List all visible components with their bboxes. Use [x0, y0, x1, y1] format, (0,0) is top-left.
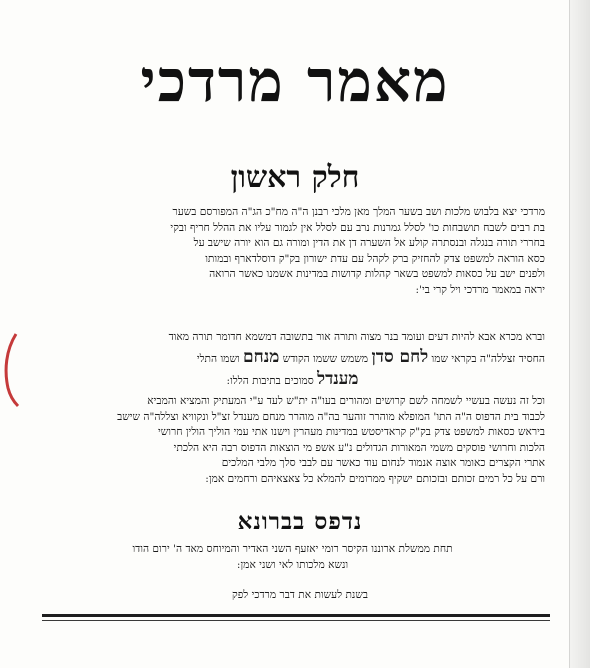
text-line: ולפנים ישב על כסאות למשפט בשאר קהלות קדושות במדינות אשמנו כאשר הרואה [209, 268, 545, 281]
author-name-part: מנחם [243, 346, 280, 367]
red-margin-mark [0, 330, 22, 410]
imprint-paragraph [40, 542, 545, 573]
text-fragment: סמוכים בתיבות הללו: [226, 374, 314, 387]
text-line: הלכות וחרושי פוסקים משמי המאורות הגדולים נ"ע אשפ מי הוצאות הדפוס רבה היא הלכתי [173, 441, 545, 454]
part-heading: חלק ראשון [230, 160, 360, 195]
author-name-line [40, 370, 545, 390]
text-fragment: החסיד זצללה"ה בקראי שמו [431, 352, 545, 365]
text-line: ונשא מלכותו לאי ושני אמן: [236, 558, 349, 571]
text-line: וברא מכרא אבא להיות דעים ועומד בנר מצוה ותורה אור בתשובה דמשמא חדומר תורה מאוד [168, 331, 545, 343]
author-name-line [40, 346, 545, 370]
author-paragraph [40, 330, 545, 390]
bottom-rule-thick [42, 614, 550, 617]
text-line: וכל זה נעשה בעשיי לשמחה לשם קרושים ומהורים בעו"ה ית"ש לעד ע"י המעתיק והמציא והמביא [147, 395, 545, 407]
text-fragment: משמש ששמו הקודש [282, 352, 369, 365]
text-line: אתרי הקצרים כאומר אוצה אנמוד לנחום עוד כאשר עם לבבי סלך מלבי המלכים [221, 457, 545, 470]
body-paragraph [40, 394, 545, 488]
text-line: מרדכי יצא בלבוש מלכות ושב בשער המלך מאן מלכי רבנן ה"ה מח"כ הג"ה המפורסם בשער [172, 206, 545, 218]
author-name-part: לחם סדן [371, 346, 429, 367]
printed-in-heading: נדפס בברונא [237, 508, 363, 535]
text-line: יראה במאמר מרדכי ויל קרי בי': [415, 283, 545, 296]
text-line: בחררי תורה בנגלה ובנסתרה קולע אל השערה דן את הדין ומורה גם הוא יורה שישב על [193, 237, 545, 250]
page-title: מאמר מרדכי [140, 47, 450, 115]
text-line: ביראש כסאות למשפט צדק בק"ק קראדיסטש במדינות מעהרין וישנו אתי עמי הוליך הולין חרושי [158, 426, 545, 439]
year-line [90, 588, 510, 604]
page-edge [569, 0, 590, 668]
text-line: כסא הוראה למשפט צדק להחזיק ברק לקהל עם עדת ישורון בק"ק דוסלדארף ובמותו [205, 252, 545, 265]
text-fragment: ושמו התלי [196, 352, 240, 365]
text-line: לכבוד בית הדפוס ה"ה התו' המופלא מוהרר זוהער בה"ה מוהרר מנחם מענדל זצ"ל ונקוויא וצללה"ה שישב [117, 410, 545, 423]
text-line: ורם על כל רמים זכותם ובזכותם ישקיף ממרומים להמלא כל צאצאיהם ורחמים אמן: [205, 472, 545, 485]
text-line: בת רבים לשבח תושבחות כו' לסלל גמרנות נרב עם לסלל אין לגמור עליו את ההלל חריף ובקי [170, 221, 545, 234]
bottom-rule-thin [42, 620, 550, 621]
intro-paragraph [40, 205, 545, 299]
text-line: תחת ממשלת ארוננו הקיסר רומי יאזעף השני האדיר והמיוחס מאד ה' ירום הודו [132, 543, 453, 555]
author-name-part: מענדל [317, 368, 359, 389]
text-line: בשנת לעשות את דבר מרדכי לפק [232, 589, 368, 601]
